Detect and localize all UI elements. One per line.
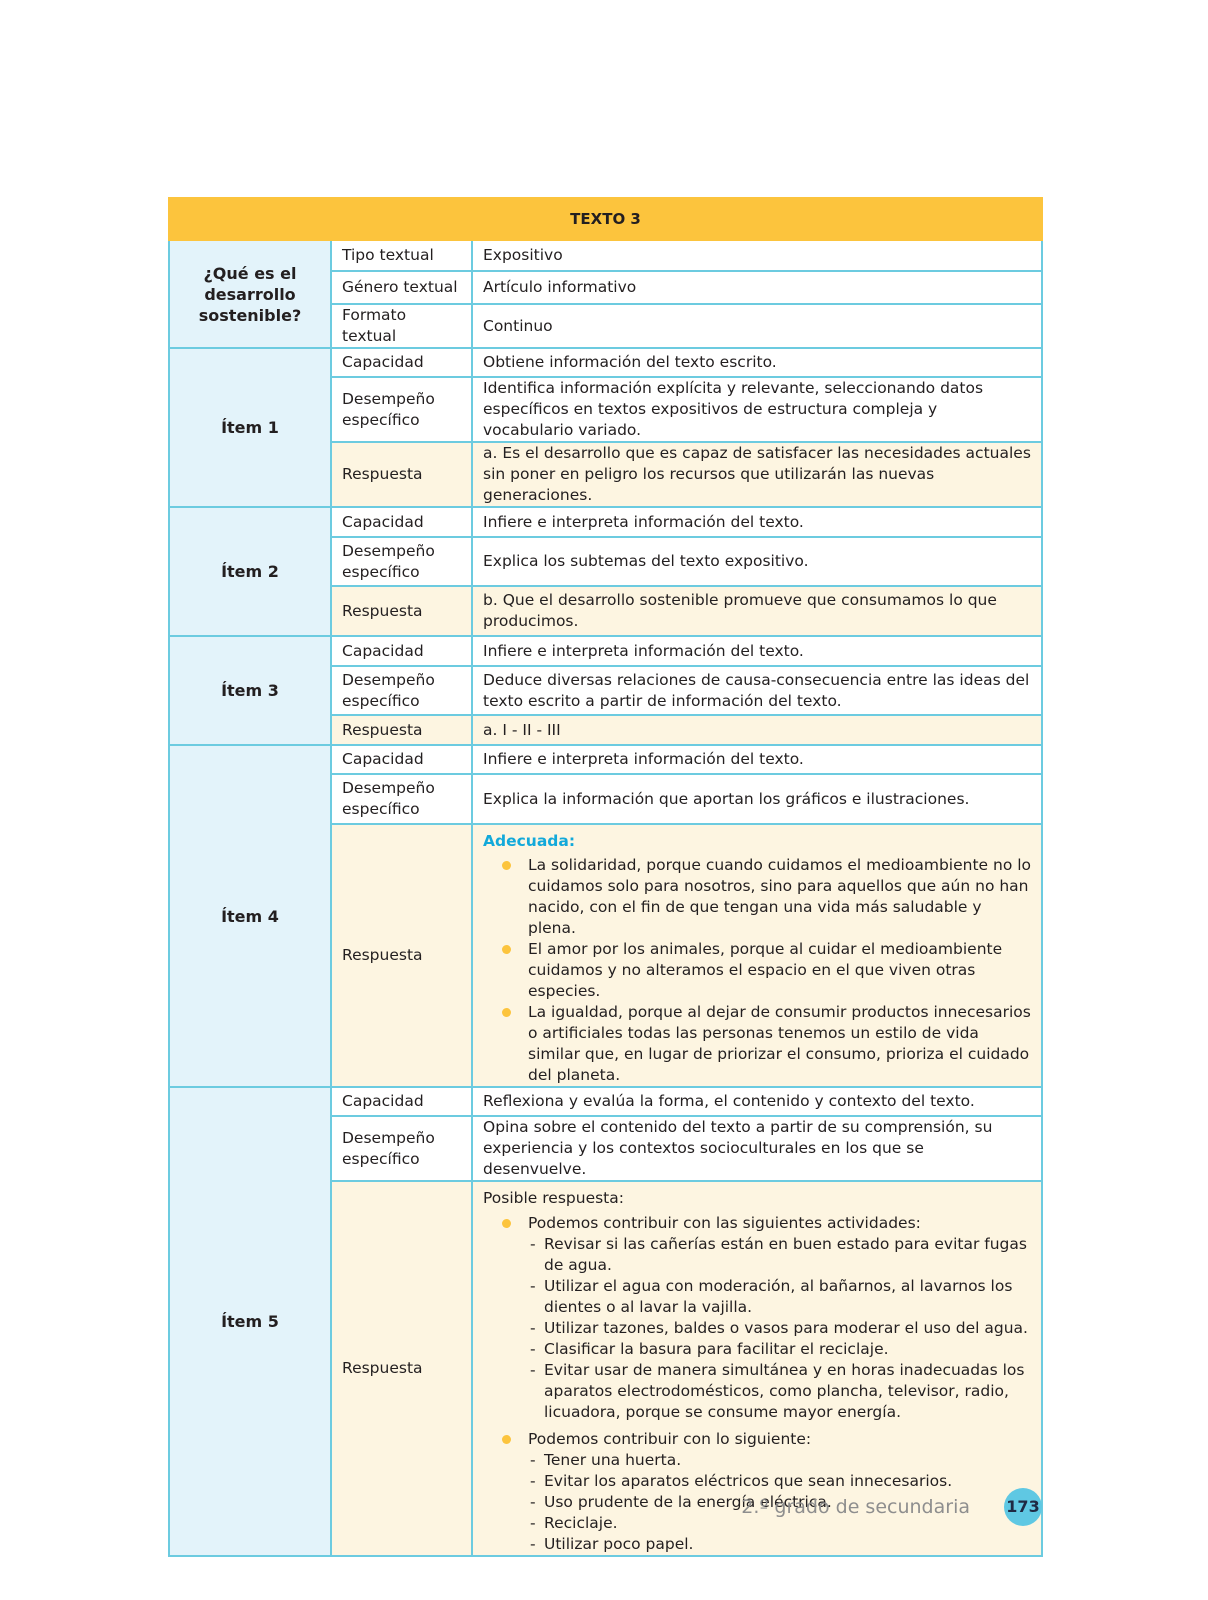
item-1-title: Ítem 1 (169, 348, 331, 507)
bullet-group (483, 1429, 1031, 1555)
respuesta-heading: Adecuada: (483, 832, 576, 850)
respuesta-value (472, 824, 1042, 1087)
rubric-table (168, 197, 1043, 1557)
text-title: ¿Qué es el desarrollo sostenible? (169, 240, 331, 348)
capacidad-label: Capacidad (331, 745, 472, 774)
respuesta-value: a. I - II - III (472, 715, 1042, 745)
respuesta-value: b. Que el desarrollo sostenible promueve que consumamos lo que producimos. (472, 586, 1042, 636)
respuesta-label: Respuesta (331, 824, 472, 1087)
dash-item: - Reciclaje. (528, 1513, 1031, 1534)
row-value: Continuo (472, 304, 1042, 348)
bullet-lead: Podemos contribuir con lo siguiente: (528, 1430, 812, 1448)
capacidad-value: Obtiene información del texto escrito. (472, 348, 1042, 377)
respuesta-heading: Posible respuesta: (483, 1189, 624, 1207)
respuesta-label: Respuesta (331, 586, 472, 636)
respuesta-value: a. Es el desarrollo que es capaz de satisfacer las necesidades actuales sin poner en peligro los recursos que utilizarán las nuevas generaciones. (472, 442, 1042, 507)
row-label: Tipo textual (331, 240, 472, 271)
desempeno-label: Desempeño específico (331, 377, 472, 442)
bullet-group (483, 1213, 1031, 1423)
row-label: Género textual (331, 271, 472, 304)
footer-grade: 2.º grado de secundaria (741, 1496, 970, 1518)
desempeno-value: Deduce diversas relaciones de causa-consecuencia entre las ideas del texto escrito a partir de información del texto. (472, 666, 1042, 715)
dash-item: - Utilizar el agua con moderación, al bañarnos, al lavarnos los dientes o al lavar la vajilla. (528, 1276, 1031, 1318)
row-label: Formato textual (331, 304, 472, 348)
dash-item: - Revisar si las cañerías están en buen estado para evitar fugas de agua. (528, 1234, 1031, 1276)
desempeno-label: Desempeño específico (331, 537, 472, 586)
capacidad-value: Infiere e interpreta información del texto. (472, 636, 1042, 666)
bullet-item: La igualdad, porque al dejar de consumir productos innecesarios o artificiales todas las personas tenemos un estilo de vida similar que, en lugar de priorizar el consumo, prioriza el cuidado del planeta. (483, 1002, 1031, 1086)
item-4-title: Ítem 4 (169, 745, 331, 1087)
item-3-title: Ítem 3 (169, 636, 331, 745)
capacidad-label: Capacidad (331, 348, 472, 377)
desempeno-value: Opina sobre el contenido del texto a partir de su comprensión, su experiencia y los contextos socioculturales en los que se desenvuelve. (472, 1116, 1042, 1181)
desempeno-label: Desempeño específico (331, 774, 472, 824)
dash-item: - Clasificar la basura para facilitar el reciclaje. (528, 1339, 1031, 1360)
dash-item: - Tener una huerta. (528, 1450, 1031, 1471)
desempeno-value: Explica los subtemas del texto expositivo. (472, 537, 1042, 586)
capacidad-value: Infiere e interpreta información del texto. (472, 507, 1042, 537)
desempeno-value: Explica la información que aportan los gráficos e ilustraciones. (472, 774, 1042, 824)
table-header: TEXTO 3 (169, 198, 1042, 240)
respuesta-label: Respuesta (331, 442, 472, 507)
respuesta-bullets (483, 855, 1031, 1086)
capacidad-label: Capacidad (331, 636, 472, 666)
dash-item: - Evitar usar de manera simultánea y en horas inadecuadas los aparatos electrodomésticos, como plancha, televisor, radio, licuadora, porque se consume mayor energía. (528, 1360, 1031, 1423)
row-value: Expositivo (472, 240, 1042, 271)
capacidad-label: Capacidad (331, 1087, 472, 1116)
item-5-title: Ítem 5 (169, 1087, 331, 1556)
bullet-item: La solidaridad, porque cuando cuidamos el medioambiente no lo cuidamos solo para nosotros, sino para aquellos que aún no han nacido, con el fin de que tengan una vida más saludable y plena. (483, 855, 1031, 939)
row-value: Artículo informativo (472, 271, 1042, 304)
dash-item: - Evitar los aparatos eléctricos que sean innecesarios. (528, 1471, 1031, 1492)
dash-list (528, 1234, 1031, 1423)
item-2-title: Ítem 2 (169, 507, 331, 636)
desempeno-label: Desempeño específico (331, 1116, 472, 1181)
capacidad-value: Infiere e interpreta información del texto. (472, 745, 1042, 774)
bullet-lead: Podemos contribuir con las siguientes actividades: (528, 1214, 921, 1232)
bullet-item: El amor por los animales, porque al cuidar el medioambiente cuidamos y no alteramos el espacio en el que viven otras especies. (483, 939, 1031, 1002)
dash-item: - Utilizar tazones, baldes o vasos para moderar el uso del agua. (528, 1318, 1031, 1339)
page-number: 173 (1004, 1488, 1042, 1526)
dash-item: - Utilizar poco papel. (528, 1534, 1031, 1555)
desempeno-value: Identifica información explícita y relevante, seleccionando datos específicos en textos expositivos de estructura compleja y vocabulario variado. (472, 377, 1042, 442)
respuesta-label: Respuesta (331, 1181, 472, 1556)
desempeno-label: Desempeño específico (331, 666, 472, 715)
dash-item: - Uso prudente de la energía eléctrica. (528, 1492, 1031, 1513)
capacidad-label: Capacidad (331, 507, 472, 537)
capacidad-value: Reflexiona y evalúa la forma, el contenido y contexto del texto. (472, 1087, 1042, 1116)
respuesta-label: Respuesta (331, 715, 472, 745)
